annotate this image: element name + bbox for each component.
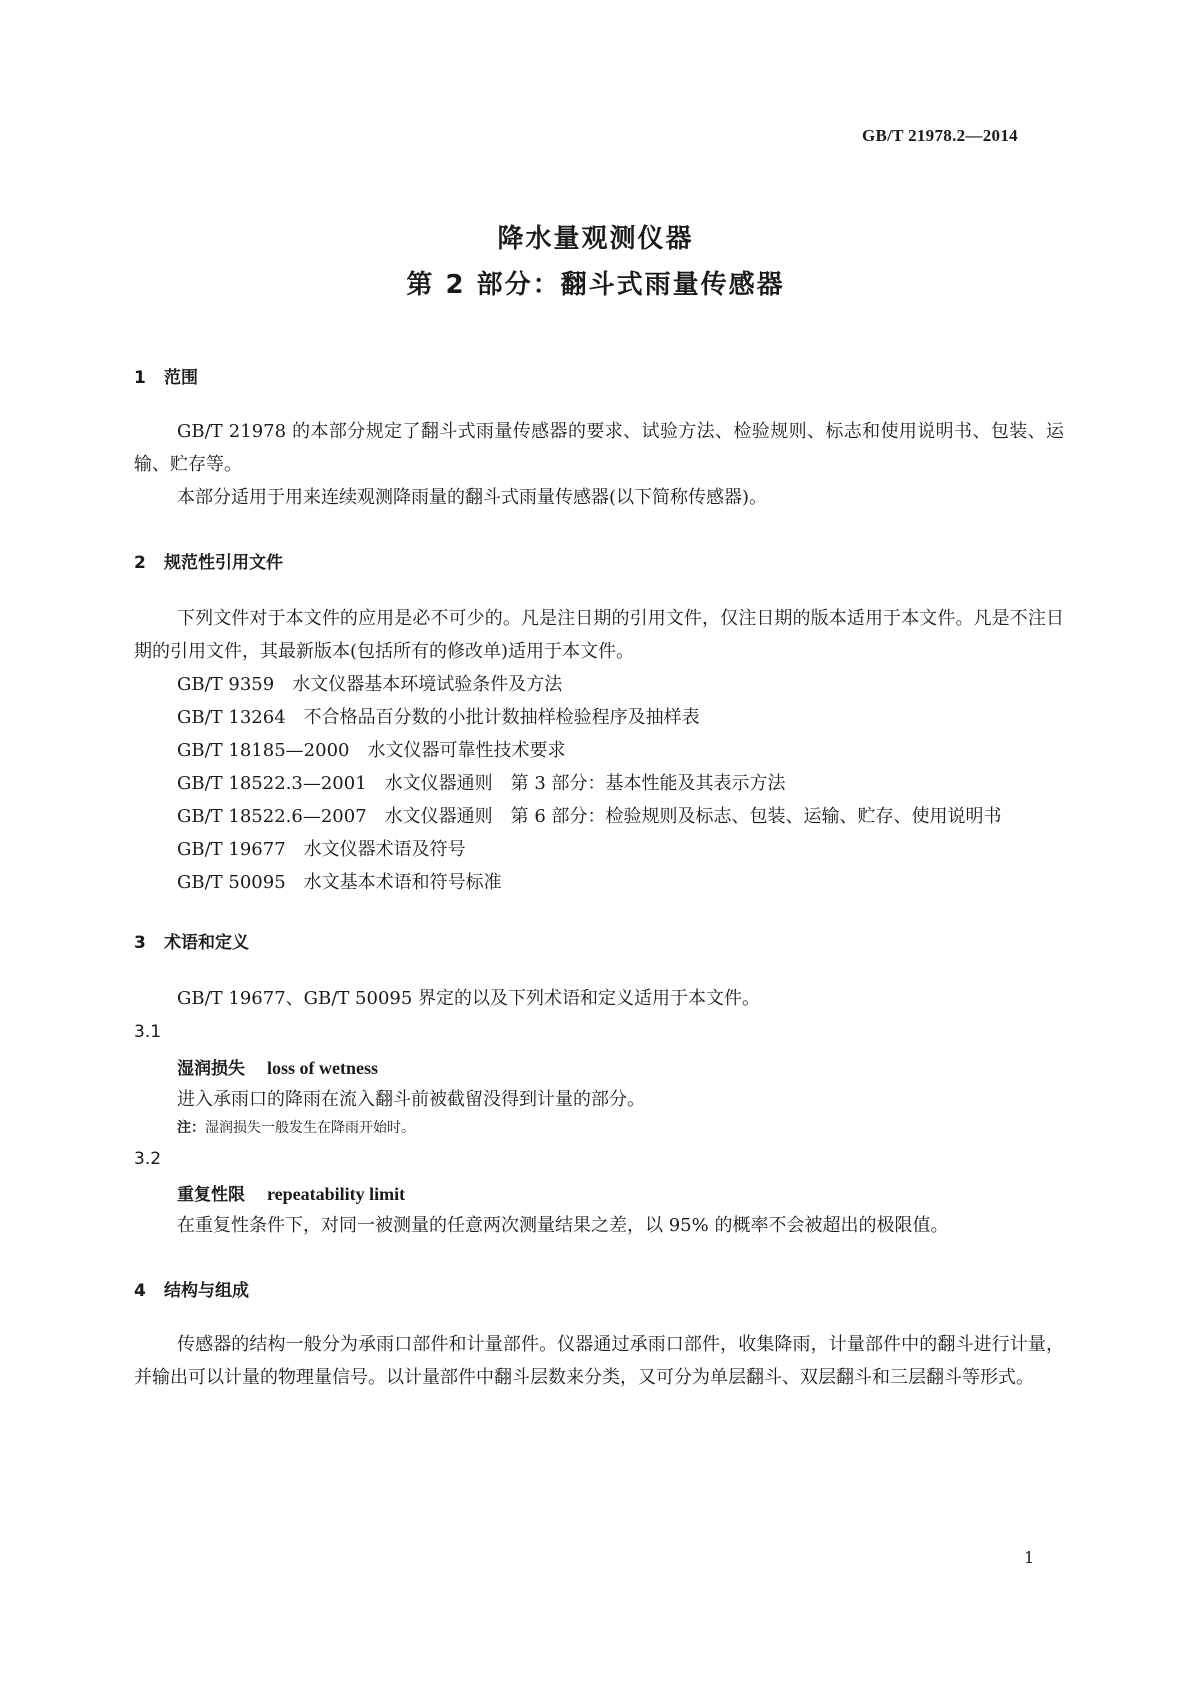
reference-title: 水文基本术语和符号标准 (303, 872, 502, 893)
section-number: 4 (134, 1281, 146, 1301)
note-text: 湿润损失一般发生在降雨开始时。 (205, 1120, 415, 1136)
reference-title: 不合格品百分数的小批计数抽样检验程序及抽样表 (303, 707, 700, 728)
section-number: 2 (134, 553, 146, 573)
section-title: 结构与组成 (164, 1281, 249, 1301)
term-zh: 湿润损失 (177, 1059, 245, 1079)
term-en: loss of wetness (267, 1058, 378, 1078)
section-number: 1 (134, 368, 146, 388)
section-number: 3 (134, 933, 146, 953)
reference-code: GB/T 19677 (177, 839, 286, 860)
page-number: 1 (1024, 1548, 1035, 1567)
term-definition: 进入承雨口的降雨在流入翻斗前被截留没得到计量的部分。 (177, 1089, 645, 1110)
section-1-paragraph-1: GB/T 21978 的本部分规定了翻斗式雨量传感器的要求、试验方法、检验规则、标志和使用说明书、包装、运输、贮存等。 (134, 421, 1064, 475)
section-title: 术语和定义 (164, 933, 249, 953)
section-title: 范围 (164, 368, 198, 388)
reference-item (177, 800, 1002, 833)
standard-code: GB/T 21978.2—2014 (862, 126, 1018, 145)
section-4-paragraph-1: 传感器的结构一般分为承雨口部件和计量部件。仪器通过承雨口部件，收集降雨，计量部件中的翻斗进行计量，并输出可以计量的物理量信号。以计量部件中翻斗层数来分类，又可分为单层翻斗、双层翻斗和三层翻斗等形式。 (134, 1334, 1064, 1388)
term-entry (177, 1180, 405, 1205)
term-definition: 在重复性条件下，对同一被测量的任意两次测量结果之差，以 95% 的概率不会被超出的极限值。 (177, 1215, 949, 1236)
reference-title: 水文仪器可靠性技术要求 (367, 740, 566, 761)
reference-code: GB/T 50095 (177, 872, 286, 893)
reference-code: GB/T 18522.6—2007 (177, 806, 367, 827)
reference-item (177, 701, 700, 734)
section-1-paragraph-2: 本部分适用于用来连续观测降雨量的翻斗式雨量传感器(以下简称传感器)。 (177, 487, 768, 508)
reference-code: GB/T 9359 (177, 674, 275, 695)
section-1-heading (134, 363, 198, 388)
reference-title: 水文仪器术语及符号 (303, 839, 466, 860)
reference-title: 水文仪器基本环境试验条件及方法 (292, 674, 563, 695)
reference-item (177, 833, 466, 866)
reference-code: GB/T 18522.3—2001 (177, 773, 367, 794)
reference-title: 水文仪器通则 第 3 部分：基本性能及其表示方法 (384, 773, 786, 794)
note-label: 注： (177, 1120, 205, 1136)
term-en: repeatability limit (267, 1184, 406, 1204)
reference-code: GB/T 13264 (177, 707, 286, 728)
clause-number: 3.2 (134, 1149, 162, 1169)
term-note (177, 1117, 415, 1137)
reference-code: GB/T 18185—2000 (177, 740, 350, 761)
term-zh: 重复性限 (177, 1185, 245, 1205)
reference-item (177, 668, 562, 701)
section-3-heading (134, 928, 249, 953)
section-4-heading (134, 1276, 249, 1301)
term-entry (177, 1054, 378, 1079)
section-title: 规范性引用文件 (164, 553, 283, 573)
clause-number: 3.1 (134, 1022, 162, 1042)
document-title-line1: 降水量观测仪器 (497, 224, 694, 254)
reference-item (177, 734, 565, 767)
section-3-intro: GB/T 19677、GB/T 50095 界定的以及下列术语和定义适用于本文件。 (177, 988, 761, 1009)
section-2-heading (134, 548, 283, 573)
section-2-intro: 下列文件对于本文件的应用是必不可少的。凡是注日期的引用文件，仅注日期的版本适用于本文件。凡是不注日期的引用文件，其最新版本(包括所有的修改单)适用于本文件。 (134, 608, 1064, 662)
reference-title: 水文仪器通则 第 6 部分：检验规则及标志、包装、运输、贮存、使用说明书 (384, 806, 1002, 827)
document-title-line2: 第 2 部分：翻斗式雨量传感器 (406, 270, 785, 300)
reference-item (177, 767, 786, 800)
reference-item (177, 866, 502, 899)
